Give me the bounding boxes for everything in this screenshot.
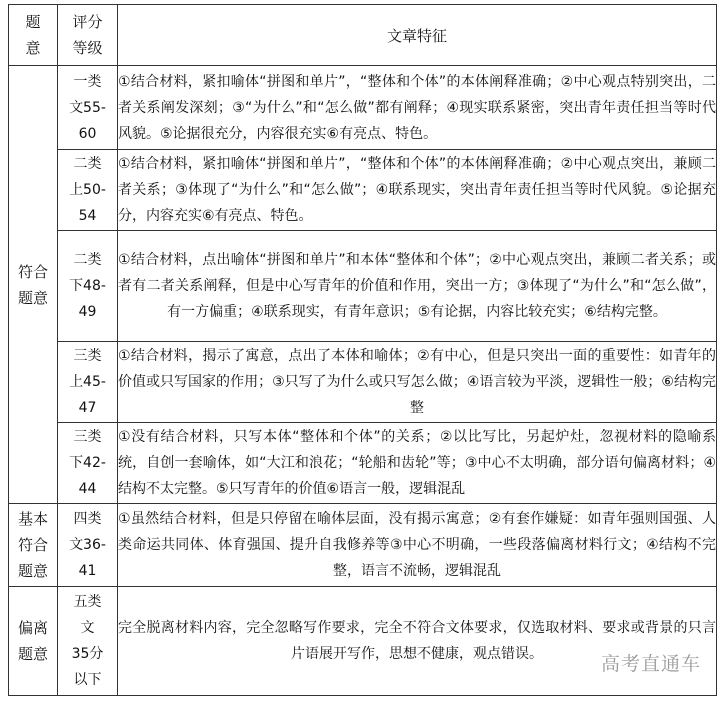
- description-cell: 完全脱离材料内容，完全忽略写作要求，完全不符合文体要求，仅选取材料、要求或背景的只言片语展开写作，思想不健康，观点错误。: [118, 587, 717, 696]
- grade-cell: [58, 587, 118, 696]
- table-row: [9, 504, 717, 587]
- grade-line: 上45-: [69, 374, 106, 390]
- description-cell: ①结合材料，紧扣喻体“拼图和单片”，“整体和个体”的本体阐释准确；②中心观点特别突出，二者关系阐发深刻；③“为什么”和“怎么做”都有阐释；④现实联系紧密，突出青年责任担当等时代风貌。⑤论据很充分，内容很充实⑥有亮点、特色。: [118, 66, 717, 150]
- topic-label-line: 偏离: [17, 619, 48, 637]
- grade-line: 文55-: [69, 99, 106, 116]
- grade-line: 二类: [73, 252, 102, 268]
- table-row: [9, 587, 717, 696]
- topic-fits: [9, 66, 58, 504]
- grade-line: 三类: [73, 429, 102, 445]
- grade-line: 60: [78, 125, 97, 142]
- topic-label-line: 符合: [17, 536, 48, 554]
- description-cell: ①没有结合材料，只写本体“整体和个体”的关系；②以比写比，另起炉灶，忽视材料的隐喻系统，自创一套喻体，如“大江和浪花；“轮船和齿轮”等；③中心不太明确，部分语句偏离材料；④结构不太完整。⑤只写青年的价值⑥语言一般，逻辑混乱: [118, 423, 717, 504]
- topic-deviates: [9, 587, 58, 696]
- grade-cell: [58, 342, 118, 423]
- table-row: [9, 423, 717, 504]
- table-row: [9, 150, 717, 231]
- grade-line: 文36-: [69, 537, 106, 553]
- grade-line: 下48-: [69, 278, 106, 294]
- grade-line: 二类: [73, 156, 102, 172]
- grade-line: 下42-: [69, 455, 106, 471]
- grade-cell: [58, 150, 118, 231]
- grade-cell: [58, 231, 118, 342]
- grade-line: 49: [78, 304, 97, 320]
- topic-basic: [9, 504, 58, 587]
- grade-line: 以下: [73, 672, 102, 688]
- header-topic-line: 题: [25, 13, 41, 31]
- header-topic-line: 意: [25, 39, 41, 57]
- grade-line: 文: [80, 620, 95, 636]
- grade-line: 54: [78, 208, 97, 224]
- grade-cell: [58, 423, 118, 504]
- grade-line: 四类: [73, 511, 102, 527]
- header-grade: [58, 5, 118, 66]
- scoring-rubric-table: [8, 4, 717, 696]
- table-row: [9, 66, 717, 150]
- topic-label-line: 题意: [17, 288, 48, 307]
- table-row: [9, 342, 717, 423]
- header-topic: [9, 5, 58, 66]
- description-cell: ①结合材料，点出喻体“拼图和单片”和本体“整体和个体”；②中心观点突出，兼顾二者关系；或者有二者关系阐释，但是中心写青年的价值和作用，突出一方；③体现了“为什么”和“怎么做”，有一方偏重；④联系现实，有青年意识；⑤有论据，内容比较充实；⑥结构完整。: [118, 231, 717, 342]
- grade-line: 五类: [73, 594, 102, 610]
- description-cell: ①结合材料，紧扣喻体“拼图和单片”，“整体和个体”的本体阐释准确；②中心观点突出，兼顾二者关系；③体现了“为什么”和“怎么做”；④联系现实，突出青年责任担当等时代风貌。⑤论据充分，内容充实⑥有亮点、特色。: [118, 150, 717, 231]
- topic-label-line: 基本: [17, 510, 48, 528]
- topic-label-line: 题意: [17, 562, 48, 580]
- watermark-text: 高考直通车: [600, 653, 701, 675]
- header-grade-line: 评分: [72, 13, 103, 31]
- topic-label-line: 题意: [17, 645, 48, 663]
- grade-line: 47: [78, 400, 97, 416]
- topic-label-line: 符合: [17, 262, 48, 281]
- table-row: [9, 231, 717, 342]
- grade-line: 上50-: [69, 182, 106, 198]
- grade-line: 三类: [73, 348, 102, 364]
- grade-line: 一类: [73, 73, 102, 90]
- description-cell: ①结合材料，揭示了寓意，点出了本体和喻体；②有中心，但是只突出一面的重要性：如青年的价值或只写国家的作用；③只写了为什么或只写怎么做；④语言较为平淡，逻辑性一般；⑥结构完整: [118, 342, 717, 423]
- header-row: [9, 5, 717, 66]
- header-grade-line: 等级: [72, 39, 103, 57]
- header-features: 文章特征: [118, 5, 717, 66]
- grade-line: 44: [78, 481, 97, 497]
- description-cell: ①虽然结合材料，但是只停留在喻体层面，没有揭示寓意；②有套作嫌疑：如青年强则国强、人类命运共同体、体育强国、提升自我修养等③中心不明确，一些段落偏离材料行文；④结构不完整，语言不流畅，逻辑混乱: [118, 504, 717, 587]
- grade-cell: [58, 66, 118, 150]
- grade-line: 35分: [71, 646, 104, 662]
- grade-line: 41: [78, 563, 97, 579]
- grade-cell: [58, 504, 118, 587]
